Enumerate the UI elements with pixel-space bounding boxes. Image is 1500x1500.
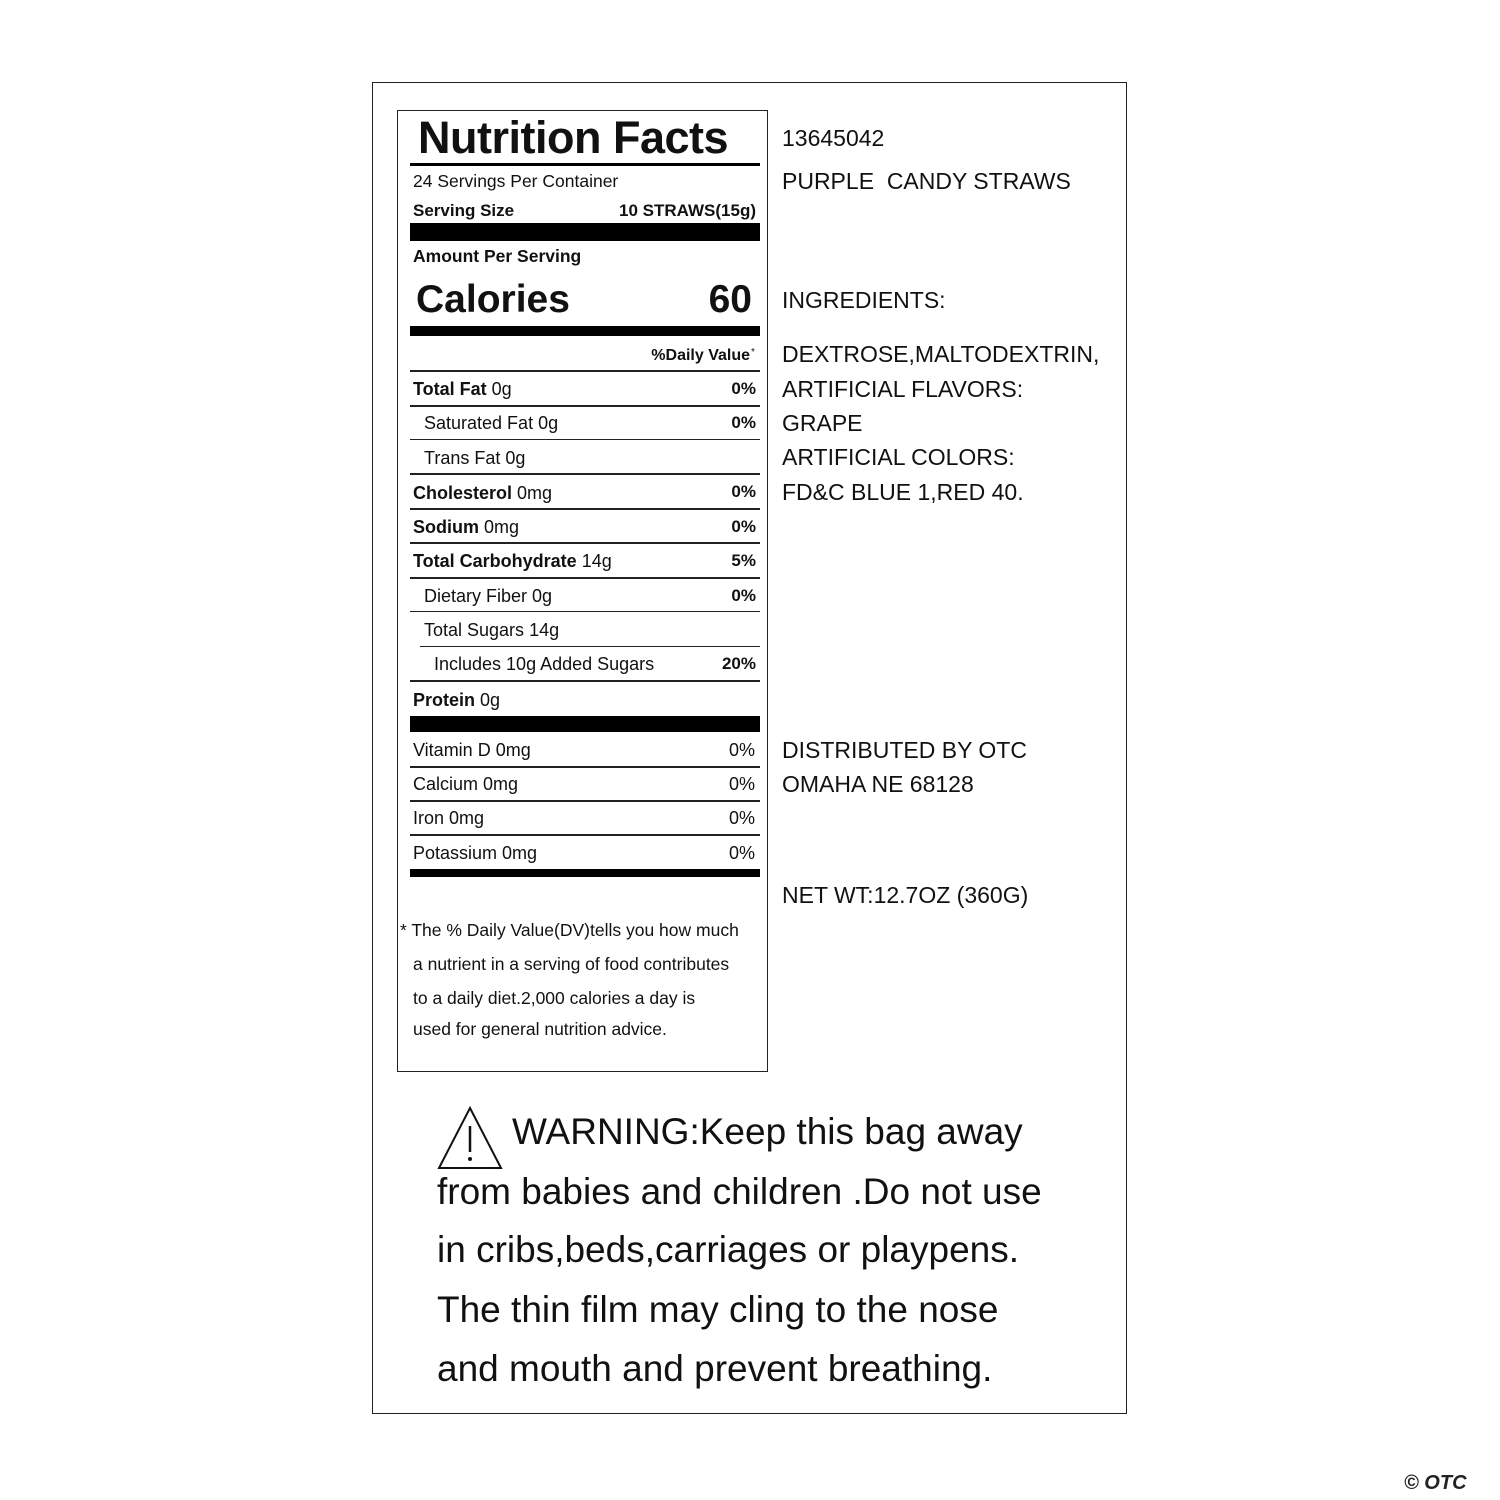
nutrient-amount: 0g [500, 448, 526, 468]
vitamin-dv: 0% [728, 774, 755, 794]
serving-size-value: 10 STRAWS(15g) [619, 201, 756, 220]
nutrient-rule [420, 646, 760, 647]
nutrient-amount: 0mg [512, 483, 553, 503]
nutrient-amount: 14g [576, 551, 612, 571]
nutrient-dv: 0% [731, 413, 756, 432]
nutrient-row [413, 378, 512, 400]
serving-size-bar [410, 223, 760, 241]
nutrient-row [424, 412, 558, 434]
nutrient-amount: 0g [533, 413, 559, 433]
calories-label: Calories [416, 278, 570, 321]
nutrient-dv: 0% [731, 586, 756, 605]
nutrient-rule [410, 370, 760, 372]
ingredients-line: ARTIFICIAL COLORS: [782, 444, 1015, 470]
vitamin-name: Iron 0mg [413, 808, 485, 828]
footnote-line: * The % Daily Value(DV)tells you how much [400, 920, 739, 940]
warning-line: and mouth and prevent breathing. [437, 1348, 993, 1389]
copyright-watermark: © OTC [1404, 1472, 1467, 1494]
nutrient-dv: 20% [721, 654, 756, 673]
servings-per-container: 24 Servings Per Container [413, 171, 619, 191]
vitamin-name: Potassium 0mg [413, 843, 538, 863]
nutrient-name: Total Fat [413, 379, 487, 399]
nutrient-row [413, 689, 500, 711]
net-weight: NET WT:12.7OZ (360G) [782, 882, 1029, 908]
calories-bar [410, 326, 760, 336]
nutrient-row [413, 482, 552, 504]
nutrient-row [434, 653, 654, 675]
nutrient-rule [410, 611, 760, 612]
nutrient-name: Protein [413, 690, 476, 710]
vitamin-dv: 0% [728, 808, 755, 828]
nutrient-name: Dietary Fiber [424, 586, 528, 606]
nutrient-amount: 0g [527, 586, 553, 606]
warning-line: The thin film may cling to the nose [437, 1289, 999, 1330]
nutrient-name: Total Sugars [424, 620, 525, 640]
nutrient-rule [410, 473, 760, 475]
warning-lead: WARNING: [512, 1111, 700, 1152]
nutrient-amount: 0g [486, 379, 512, 399]
nutrient-dv: 5% [731, 551, 756, 570]
warning-triangle-icon [437, 1106, 503, 1170]
nutrient-rule [410, 508, 760, 510]
vitamin-rule [410, 800, 760, 802]
nutrient-name: Trans Fat [424, 448, 501, 468]
nutrient-row [424, 585, 552, 607]
vitamins-bottom-bar [410, 869, 760, 877]
nutrient-row [413, 516, 519, 538]
warning-line: in cribs,beds,carriages or playpens. [437, 1229, 1020, 1270]
warning-line: from babies and children .Do not use [437, 1171, 1042, 1212]
footnote-line: a nutrient in a serving of food contributes [413, 954, 730, 974]
ingredients-line: DEXTROSE,MALTODEXTRIN, [782, 341, 1100, 367]
nutrient-name: Includes 10g Added Sugars [434, 654, 655, 674]
title-rule [410, 163, 760, 166]
nutrient-rule [410, 405, 760, 407]
distributor-line: DISTRIBUTED BY OTC [782, 737, 1027, 763]
calories-value: 60 [708, 278, 752, 321]
nutrient-name: Saturated Fat [424, 413, 534, 433]
nutrient-rule [410, 439, 760, 440]
vitamin-name: Calcium 0mg [413, 774, 519, 794]
ingredients-heading: INGREDIENTS: [782, 287, 946, 313]
nutrient-row [424, 447, 525, 469]
amount-per-serving: Amount Per Serving [413, 246, 582, 266]
nutrient-amount: 14g [524, 620, 560, 640]
nutrition-facts-title: Nutrition Facts [418, 112, 729, 163]
nutrient-dv: 0% [731, 482, 756, 501]
warning-line: Keep this bag away [699, 1111, 1023, 1152]
nutrient-rule [410, 542, 760, 544]
footnote-line: to a daily diet.2,000 calories a day is [413, 988, 696, 1008]
ingredients-line: ARTIFICIAL FLAVORS: [782, 376, 1024, 402]
product-name: PURPLE CANDY STRAWS [782, 168, 1071, 194]
nutrient-dv: 0% [731, 379, 756, 398]
ingredients-line: GRAPE [782, 410, 863, 436]
daily-value-header: %Daily Value [651, 347, 750, 364]
protein-bar [410, 716, 760, 732]
vitamin-name: Vitamin D 0mg [413, 740, 531, 760]
nutrient-name: Sodium [413, 517, 479, 537]
nutrient-row [424, 619, 559, 641]
nutrient-dv: 0% [731, 517, 756, 536]
nutrient-amount: 0g [475, 690, 501, 710]
vitamin-rule [410, 766, 760, 768]
footnote-line: used for general nutrition advice. [413, 1019, 667, 1039]
distributor-line: OMAHA NE 68128 [782, 771, 974, 797]
nutrient-name: Cholesterol [413, 483, 513, 503]
vitamin-dv: 0% [728, 740, 755, 760]
vitamin-rule [410, 834, 760, 836]
vitamin-dv: 0% [728, 843, 755, 863]
nutrient-amount: 0mg [479, 517, 520, 537]
serving-size-label: Serving Size [413, 201, 515, 220]
nutrient-rule [410, 577, 760, 579]
ingredients-line: FD&C BLUE 1,RED 40. [782, 479, 1024, 505]
item-number: 13645042 [782, 125, 885, 151]
nutrient-row [413, 550, 612, 572]
nutrient-name: Total Carbohydrate [413, 551, 577, 571]
warning-first-line [512, 1110, 1023, 1154]
daily-value-mark: * [751, 347, 755, 358]
nutrient-rule [410, 680, 760, 682]
